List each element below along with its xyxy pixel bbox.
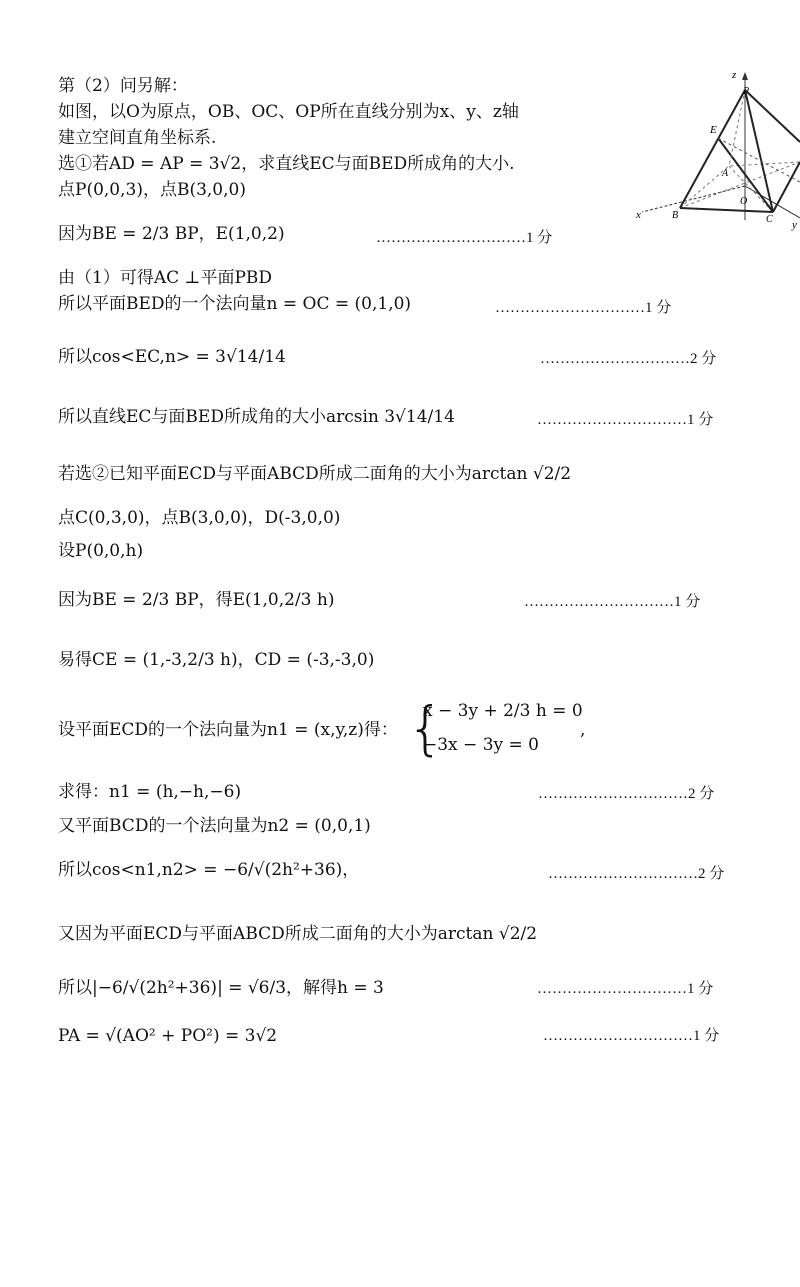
label-c: C [766,214,773,225]
option1-statement [58,152,515,176]
section-header [58,74,188,98]
intro-line-2 [58,126,216,150]
base-diagonal [729,166,773,212]
label-e: E [710,124,717,136]
option2-n2-text: 又平面BCD的一个法向量为n2 = (0,0,1) [58,816,371,836]
edge-p-right [745,90,800,142]
score-9: …………………………1 分 [543,1028,720,1044]
system-comma: , [580,720,586,740]
option2-dihedral-text: 又因为平面ECD与平面ABCD所成二面角的大小为arctan √2/2 [58,924,538,944]
score-2: …………………………1 分 [495,300,672,316]
equation-brace [405,694,586,762]
option2-cos [58,858,359,882]
edge-bc [680,208,773,212]
option2-points [58,506,340,530]
option2-pa [58,1024,277,1048]
option2-vectors [58,648,374,672]
option1-points-text: 点P(0,0,3)，点B(3,0,0) [58,180,246,200]
label-o: O [740,196,748,207]
option1-angle-text: 所以直线EC与面BED所成角的大小arcsin 3√14/14 [58,407,455,427]
label-x: x [636,209,641,221]
equation-system [405,694,586,762]
option2-p [58,539,143,563]
option2-solve-text: 所以|−6/√(2h²+36)| = √6/3，解得h = 3 [58,978,384,998]
label-y: y [792,219,797,231]
intro-text-1: 如图，以O为原点，OB、OC、OP所在直线分别为x、y、z轴 [58,102,519,122]
option2-cos-text: 所以cos<n1,n2> = −6/√(2h²+36)， [58,860,360,880]
option1-cos [58,345,286,369]
score-5: …………………………1 分 [524,594,701,610]
option1-be-text: 因为BE = 2/3 BP，E(1,0,2) [58,224,285,244]
score-3: …………………………2 分 [540,351,717,367]
score-8: …………………………1 分 [537,981,714,997]
option1-perp [58,266,272,290]
intro-line-1 [58,100,519,124]
option2-normal-def [58,718,398,742]
option2-n1-text: 求得：n1 = (h,−h,−6) [58,782,242,802]
option1-be [58,222,285,246]
z-axis-arrow-icon [742,72,748,80]
option2-pa-text: PA = √(AO² + PO²) = 3√2 [58,1026,278,1046]
option1-perp-text: 由（1）可得AC ⊥平面PBD [58,268,273,288]
score-7: …………………………2 分 [548,866,725,882]
label-p: P [743,86,750,97]
option1-angle [58,405,455,429]
option2-n1 [58,780,241,804]
brace-icon: { [407,694,444,762]
option2-dihedral [58,922,537,946]
edge-ed [718,138,800,182]
section-header-text: 第（2）问另解： [58,76,188,96]
option1-statement-text: 选①若AD = AP = 3√2，求直线EC与面BED所成角的大小. [58,154,515,174]
equation-row-2: −3x − 3y = 0 [423,735,539,755]
edge-pb [680,90,748,208]
option2-statement [58,462,571,486]
option1-cos-text: 所以cos<EC,n> = 3√14/14 [58,347,286,367]
option1-normal-text: 所以平面BED的一个法向量n = OC = (0,1,0) [58,294,412,314]
intro-text-2: 建立空间直角坐标系. [58,128,217,148]
pyramid-figure [628,62,800,232]
label-z: z [732,69,737,81]
option2-be [58,588,334,612]
option2-n2 [58,814,371,838]
score-1: …………………………1 分 [376,230,553,246]
option2-points-text: 点C(0,3,0)，点B(3,0,0)，D(-3,0,0) [58,508,341,528]
option2-vectors-text: 易得CE = (1,-3,2/3 h)，CD = (-3,-3,0) [58,650,375,670]
option2-statement-text: 若选②已知平面ECD与平面ABCD所成二面角的大小为arctan √2/2 [58,464,572,484]
label-b: B [672,210,679,221]
score-4: …………………………1 分 [537,412,714,428]
equation-row-1: x − 3y + 2/3 h = 0 [423,701,583,721]
option1-points [58,178,246,202]
option2-p-text: 设P(0,0,h) [58,541,144,561]
option2-normal-def-text: 设平面ECD的一个法向量为n1 = (x,y,z)得： [58,720,398,740]
option1-normal [58,292,411,316]
option2-be-text: 因为BE = 2/3 BP，得E(1,0,2/3 h) [58,590,335,610]
option2-solve [58,976,384,1000]
label-a: A [722,168,729,179]
edge-pa [729,90,745,166]
score-6: …………………………2 分 [538,786,715,802]
